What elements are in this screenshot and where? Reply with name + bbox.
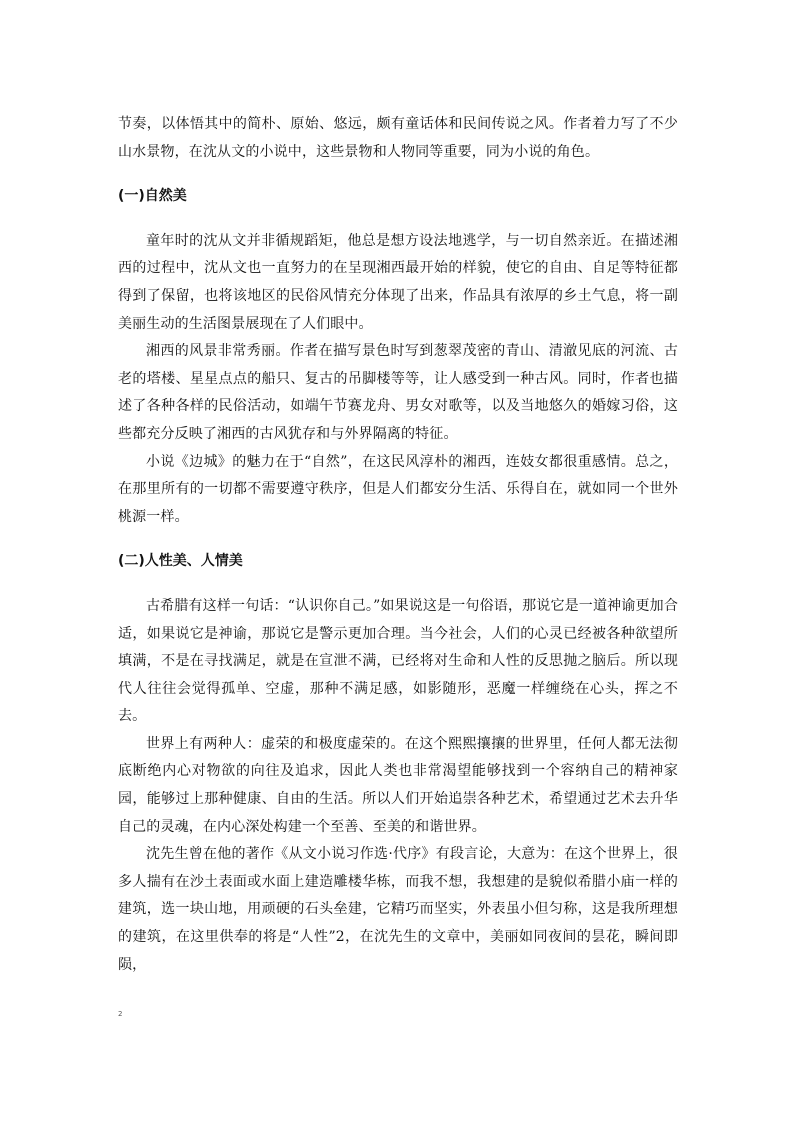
paragraph: 小说《边城》的魅力在于“自然”，在这民风淳朴的湘西，连妓女都很重感情。总之，在那里所有的一切都不需要遵守秩序，但是人们都安分生活、乐得自在，就如同一个世外桃源一样。 bbox=[118, 453, 678, 525]
paragraph: 古希腊有这样一句话：“认识你自己。”如果说这是一句俗语，那说它是一道神谕更加合适，如果说它是神谕，那说它是警示更加合理。当今社会，人们的心灵已经被各种欲望所填满，不是在寻找满足，就是在宣泄不满，已经将对生命和人性的反思抛之脑后。所以现代人往往会觉得孤单、空虚，那种不满足感，如影随形，恶魔一样缠绕在心头，挥之不去。 bbox=[118, 597, 678, 725]
section-heading-humanity: (二)人性美、人情美 bbox=[118, 553, 243, 570]
paragraph: 湘西的风景非常秀丽。作者在描写景色时写到葱翠茂密的青山、清澈见底的河流、古老的塔楼、星星点点的船只、复古的吊脚楼等等，让人感受到一种古风。同时，作者也描述了各种各样的民俗活动，如端午节赛龙舟、男女对歌等，以及当地悠久的婚嫁习俗，这些都充分反映了湘西的古风犹存和与外界隔离的特征。 bbox=[118, 343, 678, 442]
page-number: 2 bbox=[118, 1010, 123, 1018]
paragraph: 沈先生曾在他的著作《从文小说习作选·代序》有段言论，大意为：在这个世界上，很多人揣有在沙土表面或水面上建造雕楼华栋，而我不想，我想建的是貌似希腊小庙一样的建筑，选一块山地，用顽硬的石头垒建，它精巧而坚实，外表虽小但匀称，这是我所理想的建筑，在这里供奉的将是“人性”2，在沈先生的文章中，美丽如同夜间的昙花，瞬间即陨， bbox=[118, 846, 678, 973]
paragraph: 童年时的沈从文并非循规蹈矩，他总是想方设法地逃学，与一切自然亲近。在描述湘西的过程中，沈从文也一直努力的在呈现湘西最开始的样貌，使它的自由、自足等特征都得到了保留，也将该地区的民俗风情充分体现了出来，作品具有浓厚的乡土气息，将一副美丽生动的生活图景展现在了人们眼中。 bbox=[118, 232, 678, 332]
section-heading-nature: (一)自然美 bbox=[118, 188, 187, 205]
document-body bbox=[118, 111, 678, 979]
paragraph: 世界上有两种人：虚荣的和极度虚荣的。在这个熙熙攘攘的世界里，任何人都无法彻底断绝内心对物欲的向往及追求，因此人类也非常渴望能够找到一个容纳自己的精神家园，能够过上那种健康、自由的生活。所以人们开始追崇各种艺术，希望通过艺术去升华自己的灵魂，在内心深处构建一个至善、至美的和谐世界。 bbox=[118, 735, 678, 835]
paragraph: 节奏，以体悟其中的简朴、原始、悠远，颇有童话体和民间传说之风。作者着力写了不少山水景物，在沈从文的小说中，这些景物和人物同等重要，同为小说的角色。 bbox=[118, 116, 678, 160]
